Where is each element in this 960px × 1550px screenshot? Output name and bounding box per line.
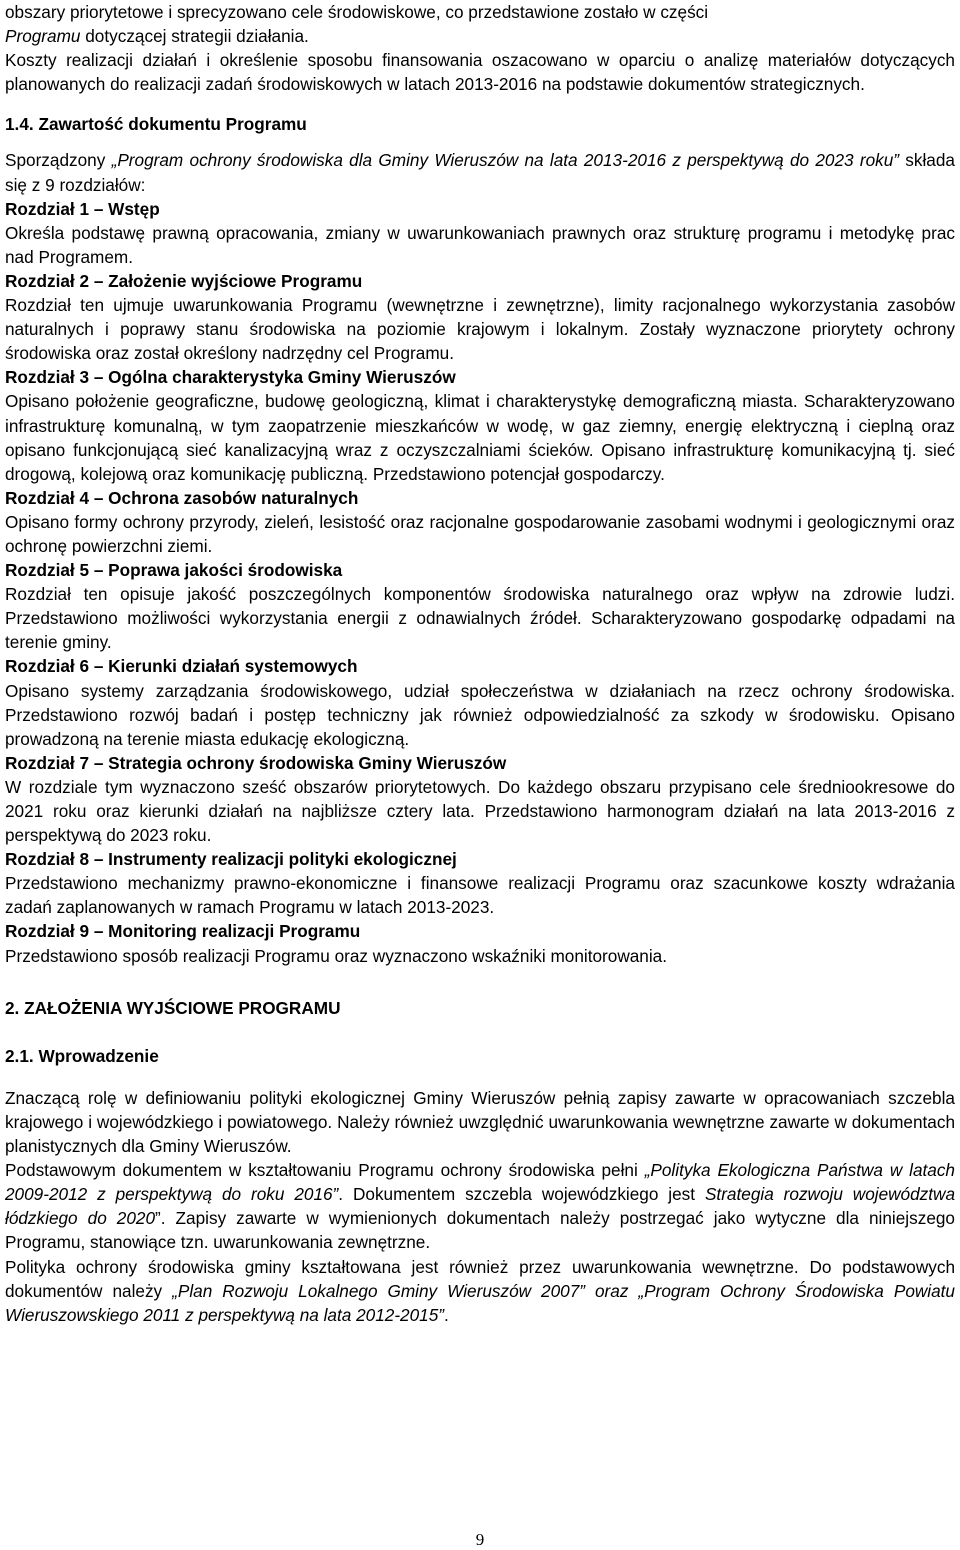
chapter-description: Rozdział ten ujmuje uwarunkowania Programu (wewnętrzne i zewnętrzne), limity racjonalnego wykorzystania zasobów naturalnych i poprawy stanu środowiska na poziomie krajowym i lokalnym. Zostały wyznaczone priorytety ochrony środowiska oraz został określony nadrzędny cel Programu. (5, 295, 955, 364)
chapter-item (5, 654, 955, 750)
page-number: 9 (475, 1530, 485, 1549)
section-2-paragraph-1: Znaczącą rolę w definiowaniu polityki ekologicznej Gminy Wieruszów pełnią zapisy zawarte w opracowaniach szczebla krajowego i wojewódzkiego i powiatowego. Należy również uwzględnić uwarunkowania wewnętrzne zawarte w dokumentach planistycznych dla Gminy Wieruszów. (5, 1087, 955, 1157)
chapter-description: Opisano położenie geograficzne, budowę geologiczną, klimat i charakterystykę demograficzną miasta. Scharakteryzowano infrastrukturę komunalną, w tym zaopatrzenie mieszkańców w wodę, w gaz ziemny, energię elektryczną i cieplną oraz opisano funkcjonującą sieć kanalizacyjną wraz z oczyszczalniami ścieków. Opisano infrastrukturę komunikacyjną tj. sieć drogową, kolejową oraz komunikację publiczną. Przedstawiono potencjał gospodarczy. (5, 391, 955, 484)
chapter-title: Rozdział 8 – Instrumenty realizacji polityki ekologicznej (5, 849, 457, 870)
subsection-heading-2-1: 2.1. Wprowadzenie (5, 1045, 159, 1066)
chapter-item (5, 486, 955, 558)
chapter-description: Przedstawiono sposób realizacji Programu oraz wyznaczono wskaźniki monitorowania. (5, 945, 668, 966)
section-2-paragraph-2: Podstawowym dokumentem w kształtowaniu Programu ochrony środowiska pełni „Polityka Ekologiczna Państwa w latach 2009-2012 z perspektywą do roku 2016”. Dokumentem szczebla wojewódzkiego jest Strategia rozwoju województwa łódzkiego do 2020”. Zapisy zawarte w wymienionych dokumentach należy postrzegać jako wytyczne dla niniejszego Programu, stanowiące tzn. uwarunkowania zewnętrzne. (5, 1160, 956, 1253)
intro-paragraph-1: obszary priorytetowe i sprecyzowano cele środowiskowe, co przedstawione zostało w części Programu dotyczącej strategii działania. (5, 2, 709, 47)
chapter-description: Opisano formy ochrony przyrody, zieleń, lesistość oraz racjonalne gospodarowanie zasobami wodnymi i geologicznymi oraz ochronę powierzchni ziemi. (5, 511, 955, 556)
chapter-title: Rozdział 1 – Wstęp (5, 198, 160, 219)
chapter-item (5, 751, 955, 847)
section-heading-2: 2. ZAŁOŻENIA WYJŚCIOWE PROGRAMU (5, 997, 341, 1018)
chapter-item (5, 365, 955, 485)
chapter-title: Rozdział 4 – Ochrona zasobów naturalnych (5, 487, 359, 508)
chapter-title: Rozdział 3 – Ogólna charakterystyka Gminy Wieruszów (5, 367, 456, 388)
chapter-item (5, 197, 955, 269)
chapter-description: Rozdział ten opisuje jakość poszczególnych komponentów środowiska naturalnego oraz wpływ na zdrowie ludzi. Przedstawiono możliwości wykorzystania energii z odnawialnych źródeł. Scharakteryzowano gospodarkę odpadami na terenie gminy. (5, 584, 955, 653)
document-page (5, 0, 955, 1327)
chapter-title: Rozdział 9 – Monitoring realizacji Programu (5, 921, 361, 942)
chapter-title: Rozdział 2 – Założenie wyjściowe Programu (5, 270, 363, 291)
chapter-item (5, 847, 955, 919)
intro-paragraph-2: Koszty realizacji działań i określenie sposobu finansowania oszacowano w oparciu o analizę materiałów dotyczących planowanych do realizacji zadań środowiskowych w latach 2013-2016 na podstawie dokumentów strategicznych. (5, 50, 955, 95)
chapter-description: W rozdziale tym wyznaczono sześć obszarów priorytetowych. Do każdego obszaru przypisano cele średniookresowe do 2021 roku oraz kierunki działań na najbliższe cztery lata. Przedstawiono harmonogram działań na lata 2013-2016 z perspektywą do 2023 roku. (5, 776, 955, 846)
section-intro: Sporządzony „Program ochrony środowiska dla Gminy Wieruszów na lata 2013-2016 z perspektywą do 2023 roku” składa się z 9 rozdziałów: (5, 150, 955, 195)
chapter-description: Przedstawiono mechanizmy prawno-ekonomiczne i finansowe realizacji Programu oraz szacunkowe koszty wdrażania zadań zaplanowanych w ramach Programu w latach 2013-2023. (5, 873, 955, 918)
chapter-description: Określa podstawę prawną opracowania, zmiany w uwarunkowaniach prawnych oraz strukturę programu i metodykę prac nad Programem. (5, 222, 955, 267)
section-heading-1-4: 1.4. Zawartość dokumentu Programu (5, 114, 307, 135)
chapter-item (5, 919, 955, 967)
chapter-item (5, 558, 955, 654)
chapter-list (5, 197, 955, 968)
chapter-title: Rozdział 6 – Kierunki działań systemowych (5, 656, 358, 677)
chapter-item (5, 269, 955, 365)
chapter-title: Rozdział 7 – Strategia ochrony środowiska Gminy Wieruszów (5, 752, 507, 773)
chapter-description: Opisano systemy zarządzania środowiskowego, udział społeczeństwa w działaniach na rzecz ochrony środowiska. Przedstawiono rozwój badań i postęp techniczny jak również odpowiedzialność za szkody w środowisku. Opisano prowadzoną na terenie miasta edukację ekologiczną. (5, 680, 955, 749)
section-2-paragraph-3: Polityka ochrony środowiska gminy kształtowana jest również przez uwarunkowania wewnętrzne. Do podstawowych dokumentów należy „Plan Rozwoju Lokalnego Gminy Wieruszów 2007” oraz „Program Ochrony Środowiska Powiatu Wieruszowskiego 2011 z perspektywą na lata 2012-2015”. (5, 1256, 955, 1325)
chapter-title: Rozdział 5 – Poprawa jakości środowiska (5, 560, 343, 581)
